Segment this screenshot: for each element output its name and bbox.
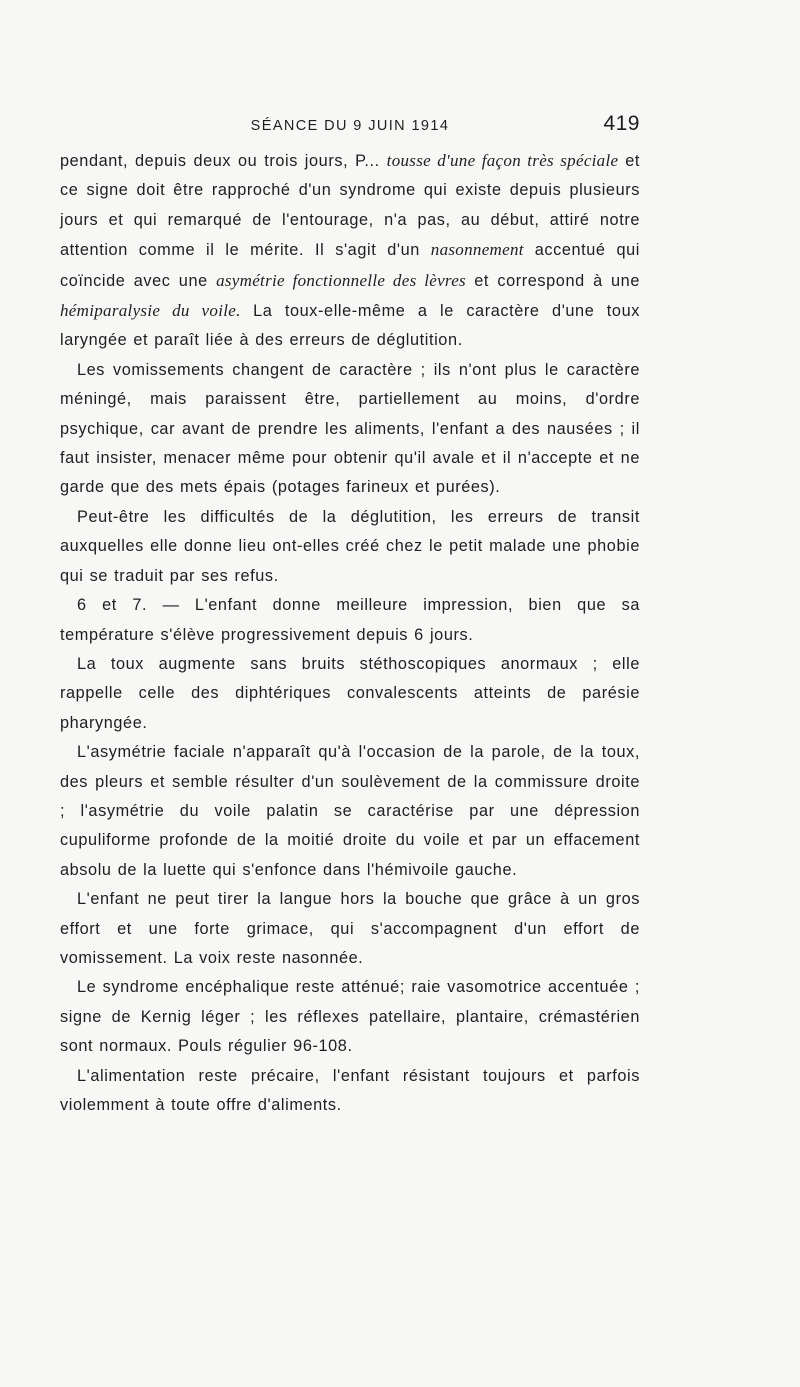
text-run: La toux-elle-même a le caractère d'une toux laryngée et paraît liée à des erreurs de déglutition. <box>60 302 640 350</box>
paragraph <box>60 1062 640 1121</box>
text-run: Le syndrome encéphalique reste atténué; raie vasomotrice accentuée ; signe de Kernig léger ; les réflexes patellaire, plantaire, crémastérien sont normaux. Pouls régulier 96-108. <box>60 978 640 1056</box>
running-head: SÉANCE DU 9 JUIN 1914 <box>250 118 450 134</box>
text-run: L'alimentation reste précaire, l'enfant résistant toujours et parfois violemment à toute offre d'aliments. <box>60 1066 640 1114</box>
paragraph <box>60 885 640 973</box>
text-run: 6 et 7. — L'enfant donne meilleure impression, bien que sa température s'élève progressivement depuis 6 jours. <box>60 596 640 644</box>
body-text <box>60 146 640 1120</box>
paragraph <box>60 738 640 885</box>
text-run: accentué qui coïncide avec une <box>60 241 640 290</box>
paragraph <box>60 973 640 1061</box>
page-number: 419 <box>603 112 640 135</box>
italic-run: nasonnement <box>430 240 524 260</box>
paragraph <box>60 356 640 503</box>
text-run: Les vomissements changent de caractère ; ils n'ont plus le caractère méningé, mais paraissent être, partiellement au moins, d'ordre psychique, car avant de prendre les aliments, l'enfant a des nausées ; il faut insister, menacer même pour obtenir qu'il avale et il n'accepte et ne garde que des mets épais (potages farineux et purées). <box>60 360 640 497</box>
paragraph <box>60 650 640 738</box>
italic-run: hémiparalysie du voile. <box>60 301 241 321</box>
paragraph <box>60 146 640 356</box>
text-run: et correspond à une <box>465 271 640 290</box>
text-run: et ce signe doit être rapproché d'un syndrome qui existe depuis plusieurs jours et qui remarqué de l'entourage, n'a pas, au début, attiré notre attention comme il le mérite. Il s'agit d'un <box>60 152 640 260</box>
text-run: L'enfant ne peut tirer la langue hors la bouche que grâce à un gros effort et une forte grimace, qui s'accompagnent d'un effort de vomissement. La voix reste nasonnée. <box>60 890 640 967</box>
text-run: pendant, depuis deux ou trois jours, P... <box>60 152 387 170</box>
paragraph <box>60 503 640 591</box>
text-run: L'asymétrie faciale n'apparaît qu'à l'occasion de la parole, de la toux, des pleurs et semble résulter d'un soulèvement de la commissure droite ; l'asymétrie du voile palatin se caractérise par une dépression cupuliforme profonde de la moitié droite du voile et par un effacement absolu de la luette qui s'enfonce dans l'hémivoile gauche. <box>60 743 640 879</box>
page-header <box>60 112 640 146</box>
italic-run: tousse d'une façon très spéciale <box>386 151 619 170</box>
text-run: La toux augmente sans bruits stéthoscopiques anormaux ; elle rappelle celle des diphtériques convalescents atteints de parésie pharyngée. <box>60 654 640 732</box>
paragraph <box>60 591 640 650</box>
italic-run: asymétrie fonctionnelle des lèvres <box>216 270 466 290</box>
text-run: Peut-être les difficultés de la déglutition, les erreurs de transit auxquelles elle donne lieu ont-elles créé chez le petit malade une phobie qui se traduit par ses refus. <box>60 507 640 585</box>
